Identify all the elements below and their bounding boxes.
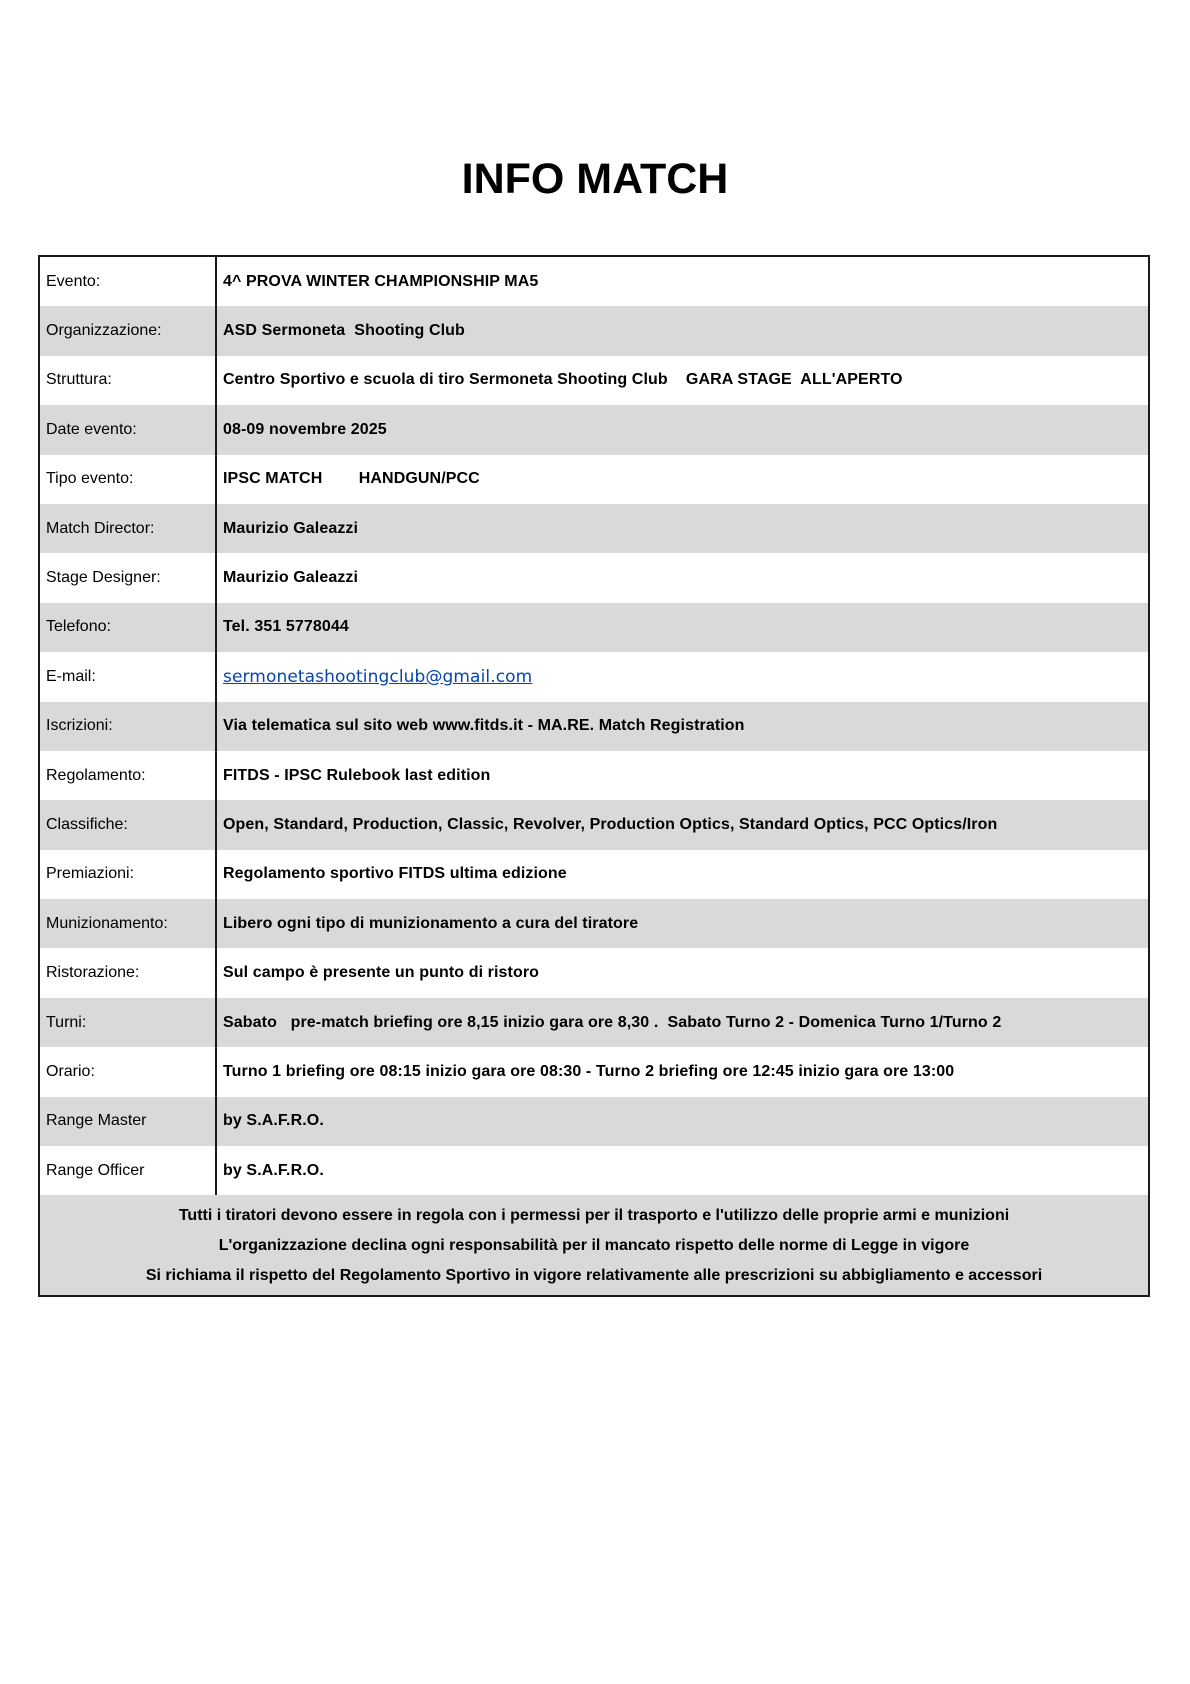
row-value: IPSC MATCH HANDGUN/PCC — [223, 470, 480, 488]
row-value: Maurizio Galeazzi — [223, 569, 359, 587]
row-regolamento — [40, 751, 1148, 800]
row-label: Stage Designer: — [40, 553, 217, 602]
row-label: Tipo evento: — [40, 455, 217, 504]
row-organizzazione — [40, 306, 1148, 355]
row-struttura — [40, 356, 1148, 405]
row-label: Match Director: — [40, 504, 217, 553]
disclaimer-line: Si richiama il rispetto del Regolamento Sportivo in vigore relativamente alle prescrizioni su abbigliamento e accessori — [145, 1267, 1043, 1285]
row-label: Organizzazione: — [40, 306, 217, 355]
row-label: Date evento: — [40, 405, 217, 454]
row-value: Via telematica sul sito web www.fitds.it - MA.RE. Match Registration — [223, 717, 745, 735]
row-match-director — [40, 504, 1148, 553]
row-label: Munizionamento: — [40, 899, 217, 948]
row-value: by S.A.F.R.O. — [223, 1112, 324, 1130]
row-value: by S.A.F.R.O. — [223, 1161, 324, 1179]
row-value: Libero ogni tipo di munizionamento a cura del tiratore — [223, 914, 639, 932]
row-value: Turno 1 briefing ore 08:15 inizio gara ore 08:30 - Turno 2 briefing ore 12:45 inizio gara ore 13:00 — [223, 1062, 955, 1080]
row-label: Orario: — [40, 1047, 217, 1096]
row-email — [40, 652, 1148, 701]
row-label: Premiazioni: — [40, 850, 217, 899]
row-label: Iscrizioni: — [40, 702, 217, 751]
row-value: Sul campo è presente un punto di ristoro — [223, 964, 540, 982]
row-label: Regolamento: — [40, 751, 217, 800]
row-value: Sabato pre-match briefing ore 8,15 inizio gara ore 8,30 . Sabato Turno 2 - Domenica Turno 1/Turno 2 — [223, 1013, 1002, 1031]
disclaimer-footer — [40, 1195, 1148, 1295]
row-value: Centro Sportivo e scuola di tiro Sermoneta Shooting Club GARA STAGE ALL'APERTO — [223, 371, 903, 389]
row-label: Ristorazione: — [40, 948, 217, 997]
row-value: Maurizio Galeazzi — [223, 519, 359, 537]
row-label: Evento: — [40, 257, 217, 306]
row-label: Range Officer — [40, 1146, 217, 1195]
row-label: Classifiche: — [40, 800, 217, 849]
row-ristorazione — [40, 948, 1148, 997]
row-label: Range Master — [40, 1097, 217, 1146]
row-premiazioni — [40, 850, 1148, 899]
disclaimer-line: Tutti i tiratori devono essere in regola con i permessi per il trasporto e l'utilizzo delle proprie armi e munizioni — [178, 1207, 1010, 1225]
row-telefono — [40, 603, 1148, 652]
row-label: Struttura: — [40, 356, 217, 405]
info-table — [38, 255, 1150, 1297]
disclaimer-line: L'organizzazione declina ogni responsabilità per il mancato rispetto delle norme di Legge in vigore — [218, 1237, 970, 1255]
row-value: FITDS - IPSC Rulebook last edition — [223, 766, 491, 784]
row-classifiche — [40, 800, 1148, 849]
row-value: Tel. 351 5778044 — [223, 618, 349, 636]
row-value: ASD Sermoneta Shooting Club — [223, 322, 465, 340]
row-value: Open, Standard, Production, Classic, Revolver, Production Optics, Standard Optics, PCC Optics/Iron — [223, 815, 998, 833]
row-label: Telefono: — [40, 603, 217, 652]
row-label: E-mail: — [40, 652, 217, 701]
row-orario — [40, 1047, 1148, 1096]
row-munizionamento — [40, 899, 1148, 948]
row-label: Turni: — [40, 998, 217, 1047]
row-evento — [40, 257, 1148, 306]
row-range-master — [40, 1097, 1148, 1146]
email-link[interactable]: sermonetashootingclub@gmail.com — [223, 666, 533, 687]
row-date-evento — [40, 405, 1148, 454]
row-iscrizioni — [40, 702, 1148, 751]
row-value: 08-09 novembre 2025 — [223, 420, 387, 438]
row-range-officer — [40, 1146, 1148, 1195]
row-value: Regolamento sportivo FITDS ultima edizione — [223, 865, 567, 883]
page-title: INFO MATCH — [461, 155, 729, 203]
row-turni — [40, 998, 1148, 1047]
row-tipo-evento — [40, 455, 1148, 504]
row-value: 4^ PROVA WINTER CHAMPIONSHIP MA5 — [223, 272, 539, 290]
row-stage-designer — [40, 553, 1148, 602]
